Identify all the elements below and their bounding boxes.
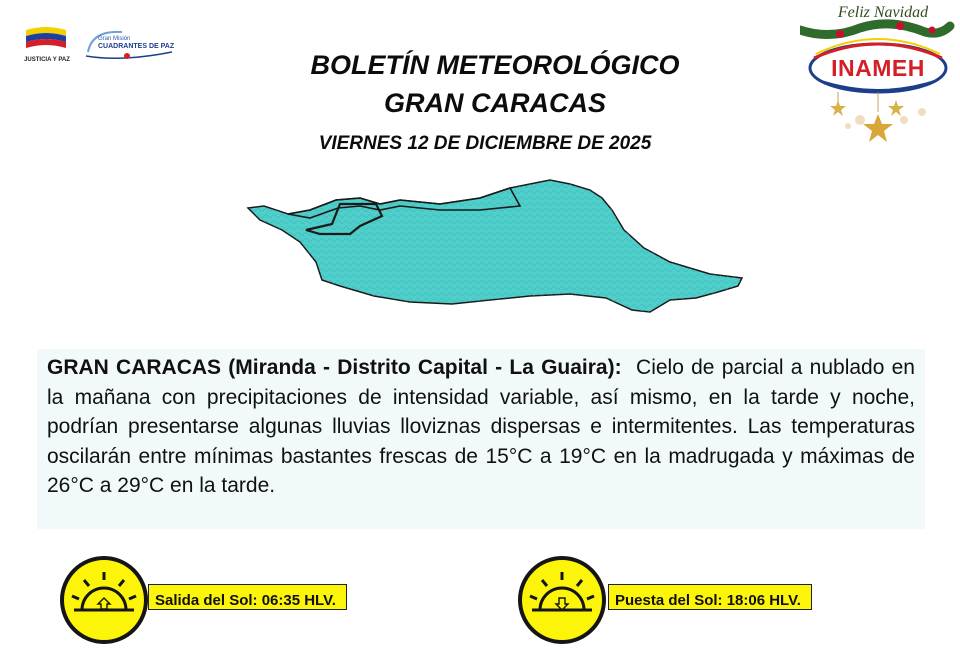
- sunset-widget: [518, 556, 878, 644]
- bulletin-body: Cielo de parcial a nublado en la mañana con precipitaciones de intensidad variable, así mismo, en la tarde y noche, podrían presentarse algunas lluvias lloviznas dispersas e intermitentes. Las temperaturas oscilarán entre mínimas bastantes frescas de 15°C a 19°C en la madrugada y máximas de 26°C a 29°C en la tarde.: [47, 356, 915, 497]
- bulletin-text-box: [37, 349, 925, 529]
- sunrise-widget: [60, 556, 420, 644]
- venezuela-flag-icon: [24, 24, 68, 50]
- sunrise-label: Salida del Sol: 06:35 HLV.: [148, 584, 347, 610]
- justicia-logo-caption: JUSTICIA Y PAZ: [24, 57, 70, 63]
- region-title: GRAN CARACAS: [384, 88, 606, 118]
- bulletin-date: VIERNES 12 DE DICIEMBRE DE 2025: [318, 133, 652, 154]
- bulletin-title: BOLETÍN METEOROLÓGICO: [310, 50, 680, 80]
- sunrise-circle: [60, 556, 148, 644]
- sunrise-icon: [64, 560, 144, 640]
- cuadrantes-line1: Gran Misión: [98, 36, 131, 42]
- bulletin-heading: GRAN CARACAS (Miranda - Distrito Capital - La Guaira):: [47, 356, 622, 379]
- sunset-label: Puesta del Sol: 18:06 HLV.: [608, 584, 812, 610]
- sunset-circle: [518, 556, 606, 644]
- sunset-icon: [522, 560, 602, 640]
- inameh-greeting: Feliz Navidad: [837, 4, 929, 21]
- cuadrantes-line2: CUADRANTES DE PAZ: [98, 43, 175, 50]
- inameh-logo-text: INAMEH: [831, 55, 925, 81]
- bulletin-paragraph: [37, 349, 925, 501]
- inameh-logo: [800, 0, 960, 150]
- gran-caracas-map: [240, 170, 750, 320]
